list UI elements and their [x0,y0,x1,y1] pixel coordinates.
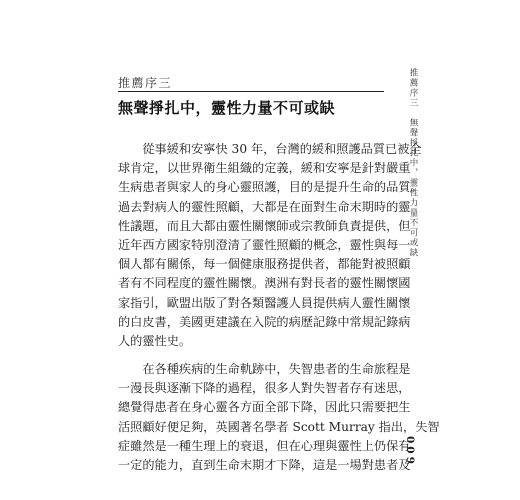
text-line: 總覺得患者在身心靈各方面全部下降，因此只需要把生 [118,400,411,415]
text-line: 症雖然是一種生理上的衰退，但在心理與靈性上仍保有 [118,438,411,453]
running-header: 推薦序三 無聲掙扎中，靈性力量不可或缺 [408,68,418,258]
text-line: 從事緩和安寧快 30 年，台灣的緩和照護品質已被全 [118,142,422,156]
text-line: 生病患者與家人的身心靈照護，目的是提升生命的品質。 [118,180,423,195]
text-line: 球肯定，以世界衛生組織的定義，緩和安寧是針對嚴重 [118,161,411,176]
text-line: 在各種疾病的生命軌跡中，失智患者的生命旅程是 [118,362,411,377]
section-label: 推薦序三 [118,76,173,90]
text-line: 個人都有關係，每一個健康服務提供者，都能對被照顧 [118,257,411,272]
page-title: 無聲掙扎中，靈性力量不可或缺 [118,99,336,117]
page-number: 009 [404,436,416,467]
paragraph-gap [118,351,386,360]
text-line: 人的靈性史。 [118,333,192,348]
text-line: 家指引，歐盟出版了對各類醫護人員提供病人靈性關懷 [118,295,411,310]
text-line: 近年西方國家特別澄清了靈性照顧的概念，靈性與每一 [118,237,411,252]
text-line: 性議題，而且大都由靈性關懷師或宗教師負責提供，但 [118,218,411,233]
text-line: 的白皮書，美國更建議在入院的病歷記錄中常規記錄病 [118,314,411,329]
text-line: 一漫長與逐漸下降的過程，很多人對失智者存有迷思， [118,381,411,396]
header-rule [118,91,384,92]
text-line: 者有不同程度的靈性關懷。澳洲有對長者的靈性關懷國 [118,276,411,291]
text-line: 一定的能力，直到生命末期才下降，這是一場對患者及 [118,458,411,472]
text-line: 活照顧好便足夠，英國著名學者 Scott Murray 指出，失智 [118,419,440,434]
text-line: 過去對病人的靈性照顧，大都是在面對生命末期時的靈 [118,199,411,214]
